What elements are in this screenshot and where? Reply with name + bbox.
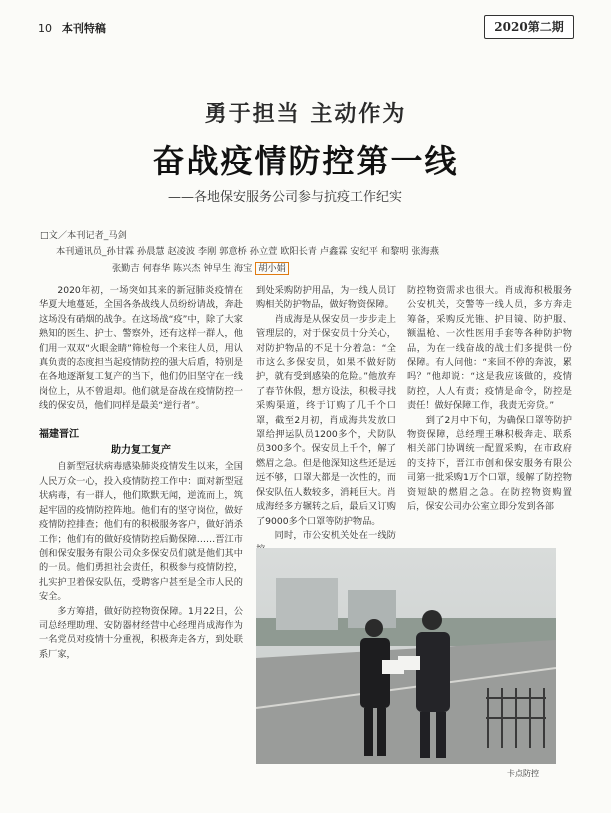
column-2: 到处采购防护用品，为一线人员订购相关防护物品，做好物资保障。 肖成海是从保安员一步步走上管理层的，对于保安员十分关心，对防护物品的不足十分着急：“全市这么多保安员，如果不做好防护，就有受到感染的危险。”他放弃了春节休假，想方设法，积极寻找采购渠道，终于订购了几千个口罩，截至2月初，肖成海共发放口罩给押运队员1200多个，犬防队员300多个。保安员上千个，解了燃眉之急。但是他深知这些还是远远不够，口罩大都是一次性的，而保安队伍人数较多，消耗巨大。肖成海经多方辗转之后，最后又订购了9000多个口罩等防护物品。 同时，市公安机关处在一线防 — [256, 285, 396, 541]
section-name: 本刊特稿 — [61, 22, 106, 35]
photo-image — [256, 548, 556, 764]
byline-correspondents: 本刊通讯员_孙甘霖 孙晨慧 赵凌波 李刚 郭意桥 孙立萱 欧阳长青 卢鑫霖 安纪平 和黎明 张海燕 — [56, 246, 439, 257]
title-line-1: 勇于担当 主动作为 — [204, 102, 407, 127]
body-paragraph: 多方筹措，做好防控物资保障。1月22日，公司总经理助理、安防器材经营中心经理肖成海作为一名党员对疫情十分重视，积极奔走各方，到处联系厂家， — [39, 605, 243, 660]
byline-reporter: □文／本刊记者_马剑 — [40, 230, 127, 241]
byline-names: 张勤吉 何春华 陈兴杰 钟早生 海宝 — [112, 263, 253, 274]
subtitle: ——各地保安服务公司参与抗疫工作纪实 — [168, 190, 403, 205]
column-1 — [39, 284, 243, 662]
body-paragraph: 自新型冠状病毒感染肺炎疫情发生以来，全国人民万众一心，投入疫情防控工作中：面对新型冠状病毒，有一群人，他们欺默无闻，逆流而上，筑起牢固的疫情防控阵地。他们有的坚守岗位，做好疫情防控排查；他们有的积极服务客户，做好消杀工作；他们有的做好疫情防控后勤保障……晋江市创和保安服务有限公司众多保安员们就是他们其中的一员。他们勇担社会责任，积极参与疫情防控，扎实护卫着保安队伍，受聘客户甚至是全市人民的安全。 — [39, 461, 243, 603]
checkpoint-photo — [256, 548, 556, 764]
issue-badge: 2020第二期 — [484, 15, 574, 39]
column-3: 防控物资需求也很大。肖成海积极服务公安机关，交警等一线人员，多方奔走筹备，采购反光锥、护目镜、防护服、额温枪、一次性医用手套等各种防护物品，为在一线奋战的战士们多提供一份保障。有人问他：“来回不停的奔波，累吗？”他却说：“这是我应该做的，疫情防控，人人有责；疫情是命令，防控是责任！做好保障工作，我责无旁贷。” 到了2月中下旬，为确保口罩等防护物资保障，总经理王琳积极奔走、联系相关部门协调统一配置采购，在市政府的支持下，晋江市创和保安服务有限公司第一批采购1万个口罩，缓解了防控物资短缺的燃眉之急。在防控物资购置后，保安公司办公室立即分发到各部 — [407, 285, 572, 513]
subsection-heading: 助力复工复产 — [111, 445, 171, 457]
page-number: 10 — [38, 22, 52, 35]
intro-paragraph: 2020年初，一场突如其来的新冠肺炎疫情在华夏大地蔓延，全国各条战线人员纷纷请战，奔赴这场没有硝烟的战争。在这场战“疫”中，除了大家熟知的医生、护士、警察外，还有这样一群人，他们用一双双“火眼金睛”筛检每一个来往人员，用认真负责的态度担当起疫情防控的强大后盾，特别是在各地逐渐复工复产的当下，他们仍旧坚守在一线岗位上，从不曾退却。他们就是奋战在疫情防控一线的保安员，他们同样是最美“逆行者”。 — [39, 285, 243, 412]
highlighted-name: 胡小娟 — [255, 262, 289, 275]
photo-caption: 卡点防控 — [507, 769, 539, 778]
byline-correspondents-2 — [112, 262, 289, 275]
main-title: 奋战疫情防控第一线 — [152, 142, 459, 180]
section-heading: 福建晋江 — [39, 428, 79, 440]
page-header — [38, 20, 106, 36]
